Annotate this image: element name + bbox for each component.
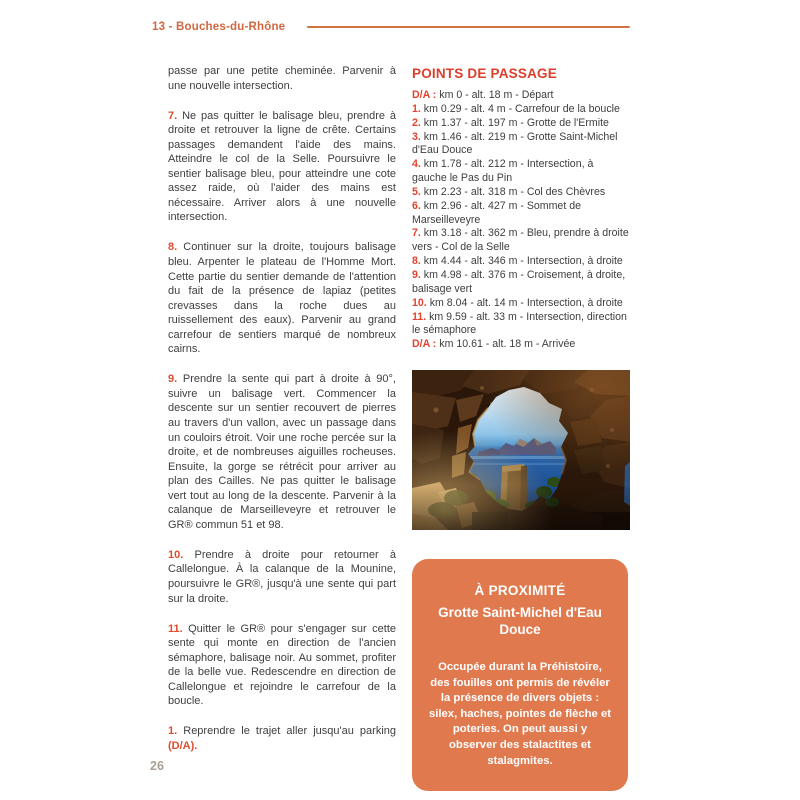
waypoint-label: 9. [412,268,421,281]
step-text: Continuer sur la droite, toujours balisage bleu. Arpenter le plateau de l'Homme Mort. Cette partie du sentier demande de l'attention du fait de la présence de lapiaz (petites crevasses dans la roche dues au ruissellement des eaux). Parvenir au grand carrefour de sentiers marqué de nombreux cairns. [168,241,396,356]
page-header [152,21,630,33]
waypoint-text: km 1.46 - alt. 219 m - Grotte Saint-Michel d'Eau Douce [412,130,618,157]
direction-paragraph [168,622,396,709]
direction-paragraph [168,109,396,225]
proximity-title: À PROXIMITÉ [474,583,566,599]
waypoint-text: km 4.98 - alt. 376 m - Croisement, à droite, balisage vert [412,268,626,295]
waypoint-item [412,186,630,200]
waypoint-text: km 8.04 - alt. 14 m - Intersection, à droite [429,296,623,309]
waypoint-label: 4. [412,158,421,171]
directions-column [168,64,396,769]
step-text: Prendre la sente qui part à droite à 90°, suivre un balisage vert. Commencer la descente sur un sentier recouvert de pierres au travers d'un vallon, avec un passage dans un couloirs étroit. Voir une roche percée sur la droite, et de nombreuses aiguilles rocheuses. Ensuite, la gorge se rétrécit pour arriver au plan des Cailles. Ne pas quitter le balisage vert tout au long de la descente. Parvenir à la calanque de Marseilleveyre et retrouver le GR® commun 51 et 98. [168,373,396,531]
waypoint-text: km 2.96 - alt. 427 m - Sommet de Marseilleveyre [412,199,581,226]
step-number: 1. [168,725,178,738]
waypoint-text: km 1.37 - alt. 197 m - Grotte de l'Ermite [423,116,609,129]
step-number: 10. [168,548,184,561]
waypoint-text: km 0.29 - alt. 4 m - Carrefour de la boucle [423,102,620,115]
waypoint-label: 5. [412,185,421,198]
waypoint-label: 6. [412,199,421,212]
waypoint-item [412,200,630,228]
step-text: Ne pas quitter le balisage bleu, prendre à droite et retrouver la ligne de crête. Certains passages demandent l'aide des mains. Atteindre le col de la Selle. Poursuivre le sentier balisage bleu, pour atteindre une cote assez raide, où l'aider des mains est nécessaire. Arriver alors à une nouvelle intersection. [168,109,397,224]
points-de-passage-heading: POINTS DE PASSAGE [412,66,557,81]
step-suffix: (D/A). [168,739,198,752]
waypoint-text: km 4.44 - alt. 346 m - Intersection, à droite [423,255,623,268]
grotte-photo [412,370,630,530]
step-number: 9. [168,373,178,386]
direction-paragraph [168,548,396,606]
proximity-body: Occupée durant la Préhistoire, des fouilles ont permis de révéler la présence de divers objets : silex, haches, pointes de flèche et poteries. On peut aussi y observer des stalactites et stalagmites. [428,661,612,767]
waypoint-text: km 3.18 - alt. 362 m - Bleu, prendre à droite vers - Col de la Selle [412,227,629,254]
step-number: 11. [168,622,183,635]
waypoint-item [412,131,630,159]
chapter-title: 13 - Bouches-du-Rhône [152,21,286,33]
waypoint-label: 11. [412,310,427,323]
proximity-box [412,559,628,791]
waypoint-text: km 1.78 - alt. 212 m - Intersection, à gauche le Pas du Pin [412,158,594,185]
waypoint-text: km 2.23 - alt. 318 m - Col des Chèvres [423,185,606,198]
direction-paragraph [168,240,396,356]
waypoint-item [412,255,630,269]
direction-paragraph [168,64,396,93]
direction-paragraph [168,372,396,532]
waypoint-item [412,103,630,117]
waypoint-label: 1. [412,102,421,115]
step-text: Prendre à droite pour retourner à Callelongue. À la calanque de la Mounine, poursuivre le GR®, jusqu'à une sente qui part sur la droite. [168,548,396,605]
step-text: Reprendre le trajet aller jusqu'au parking [183,725,396,738]
waypoints-column [412,66,630,791]
waypoint-item [412,297,630,311]
step-text: passe par une petite cheminée. Parvenir à une nouvelle intersection. [168,65,396,92]
waypoint-text: km 9.59 - alt. 33 m - Intersection, direction le sémaphore [412,310,627,337]
waypoint-item [412,311,630,339]
step-number: 8. [168,241,178,254]
waypoint-item [412,89,630,103]
waypoint-text: km 0 - alt. 18 m - Départ [439,89,554,101]
proximity-subtitle: Grotte Saint-Michel d'Eau Douce [438,605,602,637]
page-footer [150,757,164,775]
waypoint-item [412,117,630,131]
waypoint-label: D/A : [412,338,437,351]
waypoint-list [412,89,630,352]
step-text: Quitter le GR® pour s'engager sur cette sente qui monte en direction de l'ancien sémaphore, balisage noir. Au sommet, profiter de la belle vue. Redescendre en direction de Callelongue et rejoindre le carrefour de la boucle. [168,622,396,708]
waypoint-text: km 10.61 - alt. 18 m - Arrivée [439,338,576,351]
waypoint-label: D/A : [412,89,437,101]
page-number: 26 [150,759,164,773]
waypoint-label: 7. [412,227,421,240]
waypoint-item [412,338,630,352]
waypoint-item [412,269,630,297]
waypoint-item [412,227,630,255]
header-rule [307,26,630,28]
step-number: 7. [168,109,178,122]
waypoint-label: 2. [412,116,421,129]
waypoint-label: 10. [412,296,427,309]
waypoint-label: 8. [412,255,421,268]
direction-paragraph [168,724,396,753]
waypoint-item [412,158,630,186]
waypoint-label: 3. [412,130,421,143]
